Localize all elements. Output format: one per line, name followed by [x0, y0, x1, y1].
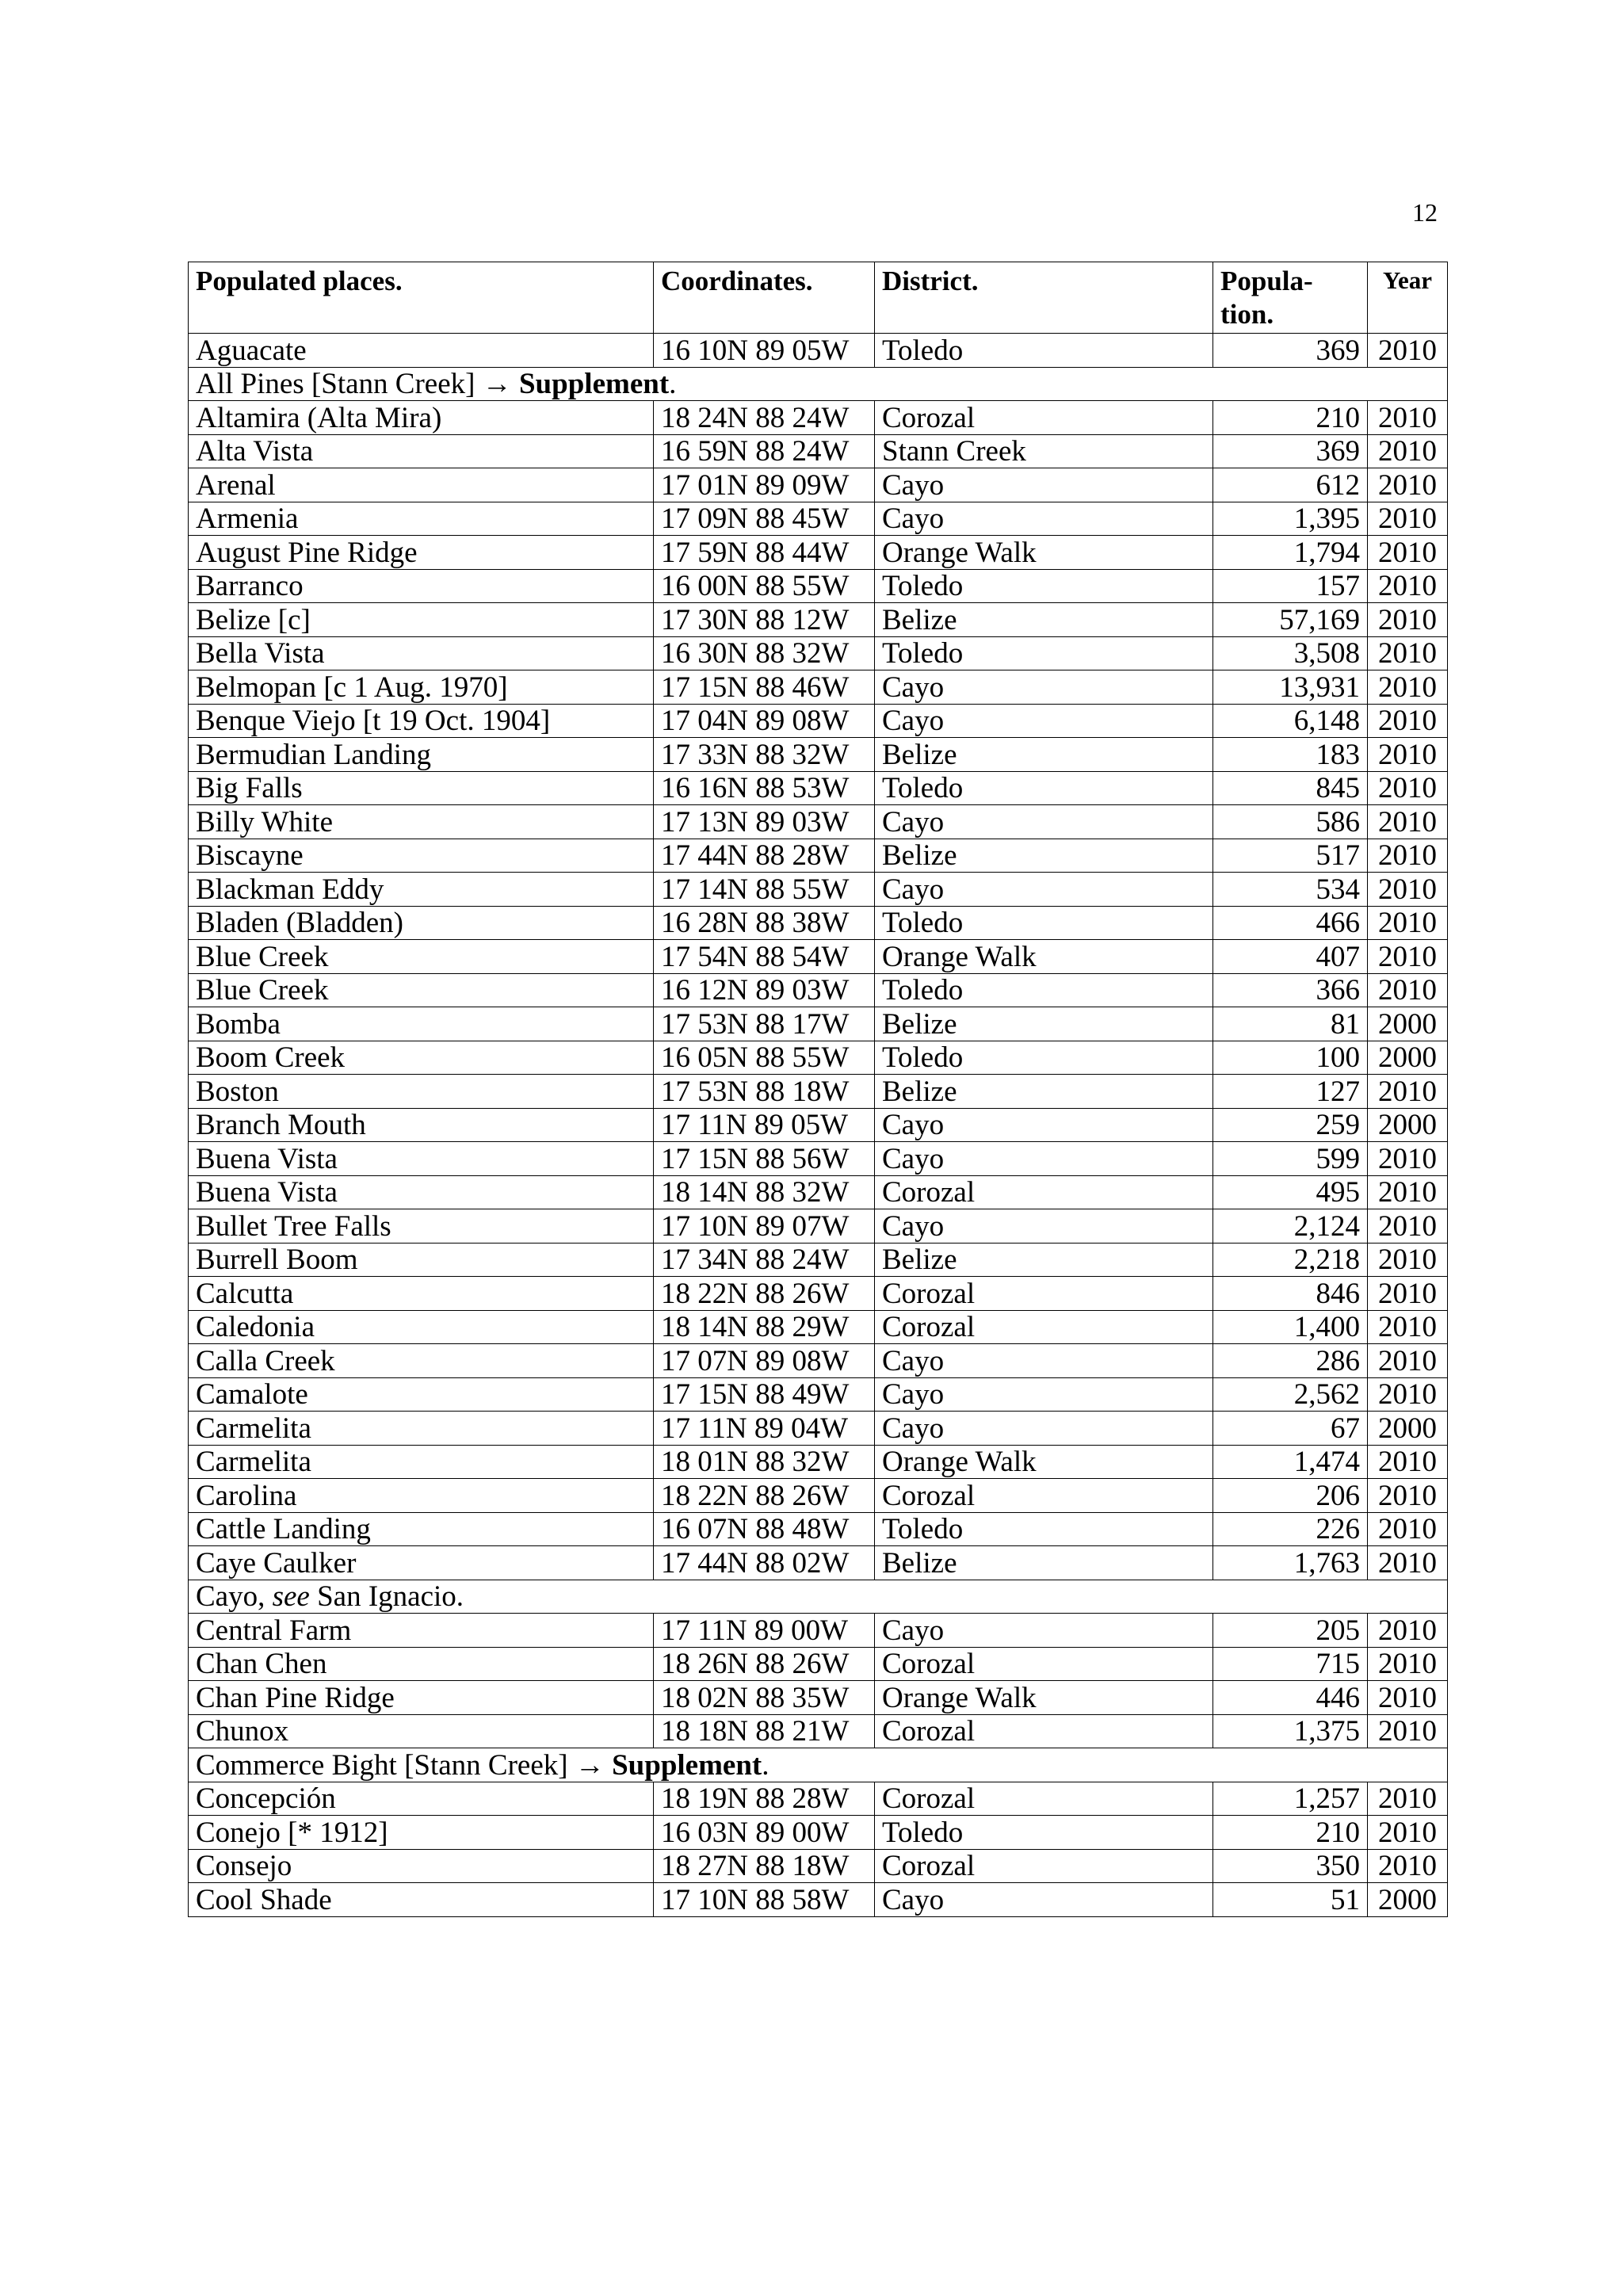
coordinates-cell: 17 33N 88 32W	[654, 738, 875, 772]
district-cell: Toledo	[875, 771, 1213, 805]
population-cell: 586	[1213, 805, 1368, 839]
coordinates-cell: 17 11N 89 05W	[654, 1108, 875, 1142]
table-row	[189, 1647, 1448, 1681]
coordinates-cell: 18 22N 88 26W	[654, 1277, 875, 1311]
population-cell: 369	[1213, 334, 1368, 368]
district-cell: Corozal	[875, 1714, 1213, 1748]
table-row	[189, 1445, 1448, 1479]
coordinates-cell: 17 04N 89 08W	[654, 704, 875, 738]
cross-reference-text: Supplement	[612, 1748, 762, 1782]
table-row	[189, 401, 1448, 435]
population-cell: 407	[1213, 940, 1368, 974]
year-cell: 2010	[1368, 536, 1448, 570]
coordinates-cell: 17 10N 88 58W	[654, 1883, 875, 1917]
district-cell: Belize	[875, 1243, 1213, 1277]
table-row	[189, 670, 1448, 705]
district-cell: Orange Walk	[875, 536, 1213, 570]
place-name-cell: Bermudian Landing	[189, 738, 654, 772]
population-cell: 205	[1213, 1614, 1368, 1648]
year-cell: 2010	[1368, 906, 1448, 940]
population-cell: 259	[1213, 1108, 1368, 1142]
table-row	[189, 536, 1448, 570]
table-row	[189, 1175, 1448, 1209]
district-cell: Stann Creek	[875, 434, 1213, 468]
table-row	[189, 771, 1448, 805]
district-cell: Toledo	[875, 569, 1213, 603]
population-cell: 1,375	[1213, 1714, 1368, 1748]
district-cell: Cayo	[875, 873, 1213, 907]
coordinates-cell: 18 14N 88 32W	[654, 1175, 875, 1209]
year-cell: 2010	[1368, 434, 1448, 468]
population-cell: 286	[1213, 1344, 1368, 1378]
population-cell: 157	[1213, 569, 1368, 603]
district-cell: Corozal	[875, 1782, 1213, 1816]
population-cell: 350	[1213, 1849, 1368, 1883]
cross-reference-text: Supplement	[518, 368, 670, 401]
place-name-cell: Cattle Landing	[189, 1512, 654, 1546]
place-name-cell: Alta Vista	[189, 434, 654, 468]
population-cell: 3,508	[1213, 636, 1368, 670]
cross-reference-row	[189, 367, 1448, 401]
table-row	[189, 704, 1448, 738]
table-row	[189, 738, 1448, 772]
population-cell: 846	[1213, 1277, 1368, 1311]
cross-reference-cell	[189, 367, 1448, 401]
table-row	[189, 1075, 1448, 1109]
coordinates-cell: 17 11N 89 00W	[654, 1614, 875, 1648]
place-name-cell: Chunox	[189, 1714, 654, 1748]
coordinates-cell: 17 44N 88 02W	[654, 1546, 875, 1580]
year-cell: 2010	[1368, 1714, 1448, 1748]
place-name-cell: Carolina	[189, 1479, 654, 1513]
place-name-cell: Cool Shade	[189, 1883, 654, 1917]
coordinates-cell: 16 03N 89 00W	[654, 1816, 875, 1850]
district-cell: Cayo	[875, 1108, 1213, 1142]
table-row	[189, 1714, 1448, 1748]
place-name-cell: Camalote	[189, 1377, 654, 1412]
year-cell: 2010	[1368, 738, 1448, 772]
table-row	[189, 502, 1448, 536]
place-name-cell: Burrell Boom	[189, 1243, 654, 1277]
year-cell: 2010	[1368, 973, 1448, 1007]
place-name-cell: Benque Viejo [t 19 Oct. 1904]	[189, 704, 654, 738]
place-name-cell: Chan Pine Ridge	[189, 1681, 654, 1715]
coordinates-cell: 18 02N 88 35W	[654, 1681, 875, 1715]
coordinates-cell: 17 34N 88 24W	[654, 1243, 875, 1277]
table-row	[189, 1412, 1448, 1446]
place-name-cell: Boston	[189, 1075, 654, 1109]
cross-reference-text: San Ignacio.	[309, 1580, 464, 1614]
place-name-cell: August Pine Ridge	[189, 536, 654, 570]
district-cell: Cayo	[875, 805, 1213, 839]
place-name-cell: Big Falls	[189, 771, 654, 805]
district-cell: Cayo	[875, 1142, 1213, 1176]
population-cell: 495	[1213, 1175, 1368, 1209]
place-name-cell: Blackman Eddy	[189, 873, 654, 907]
year-cell: 2010	[1368, 771, 1448, 805]
place-name-cell: Carmelita	[189, 1412, 654, 1446]
table-row	[189, 839, 1448, 873]
coordinates-cell: 17 59N 88 44W	[654, 536, 875, 570]
coordinates-cell: 17 53N 88 18W	[654, 1075, 875, 1109]
coordinates-cell: 17 15N 88 46W	[654, 670, 875, 705]
year-cell: 2010	[1368, 805, 1448, 839]
year-cell: 2010	[1368, 1681, 1448, 1715]
population-cell: 517	[1213, 839, 1368, 873]
table-row	[189, 1816, 1448, 1850]
year-cell: 2010	[1368, 468, 1448, 502]
population-cell: 446	[1213, 1681, 1368, 1715]
table-row	[189, 873, 1448, 907]
coordinates-cell: 18 26N 88 26W	[654, 1647, 875, 1681]
district-cell: Cayo	[875, 1883, 1213, 1917]
cross-reference-text: Commerce Bight [Stann Creek] →	[196, 1748, 613, 1782]
header-population	[1213, 262, 1368, 334]
place-name-cell: Blue Creek	[189, 973, 654, 1007]
table-row	[189, 940, 1448, 974]
population-cell: 1,400	[1213, 1310, 1368, 1344]
coordinates-cell: 16 16N 88 53W	[654, 771, 875, 805]
year-cell: 2010	[1368, 1277, 1448, 1311]
year-cell: 2010	[1368, 704, 1448, 738]
year-cell: 2010	[1368, 1142, 1448, 1176]
table-row	[189, 1377, 1448, 1412]
district-cell: Corozal	[875, 401, 1213, 435]
district-cell: Belize	[875, 839, 1213, 873]
coordinates-cell: 17 53N 88 17W	[654, 1007, 875, 1041]
table-row	[189, 1243, 1448, 1277]
header-coordinates: Coordinates.	[654, 262, 875, 334]
place-name-cell: Arenal	[189, 468, 654, 502]
table-header-row	[189, 262, 1448, 334]
coordinates-cell: 16 12N 89 03W	[654, 973, 875, 1007]
year-cell: 2010	[1368, 1445, 1448, 1479]
population-cell: 13,931	[1213, 670, 1368, 705]
table-row	[189, 1512, 1448, 1546]
cross-reference-text: .	[669, 368, 677, 401]
cross-reference-text: All Pines [Stann Creek] →	[196, 368, 519, 401]
header-populated-places: Populated places.	[189, 262, 654, 334]
table-row	[189, 1782, 1448, 1816]
table-row	[189, 1546, 1448, 1580]
table-row	[189, 603, 1448, 637]
place-name-cell: Billy White	[189, 805, 654, 839]
population-cell: 845	[1213, 771, 1368, 805]
year-cell: 2010	[1368, 1647, 1448, 1681]
coordinates-cell: 16 10N 89 05W	[654, 334, 875, 368]
year-cell: 2010	[1368, 1546, 1448, 1580]
place-name-cell: Caye Caulker	[189, 1546, 654, 1580]
year-cell: 2000	[1368, 1108, 1448, 1142]
coordinates-cell: 18 22N 88 26W	[654, 1479, 875, 1513]
place-name-cell: Belmopan [c 1 Aug. 1970]	[189, 670, 654, 705]
population-cell: 100	[1213, 1041, 1368, 1075]
population-cell: 466	[1213, 906, 1368, 940]
district-cell: Orange Walk	[875, 1445, 1213, 1479]
table-row	[189, 1277, 1448, 1311]
table-row	[189, 334, 1448, 368]
year-cell: 2000	[1368, 1412, 1448, 1446]
district-cell: Cayo	[875, 670, 1213, 705]
population-cell: 183	[1213, 738, 1368, 772]
population-cell: 57,169	[1213, 603, 1368, 637]
place-name-cell: Concepción	[189, 1782, 654, 1816]
table-row	[189, 1310, 1448, 1344]
place-name-cell: Caledonia	[189, 1310, 654, 1344]
coordinates-cell: 18 24N 88 24W	[654, 401, 875, 435]
district-cell: Toledo	[875, 1816, 1213, 1850]
population-cell: 2,218	[1213, 1243, 1368, 1277]
place-name-cell: Chan Chen	[189, 1647, 654, 1681]
district-cell: Corozal	[875, 1175, 1213, 1209]
coordinates-cell: 17 09N 88 45W	[654, 502, 875, 536]
place-name-cell: Bladen (Bladden)	[189, 906, 654, 940]
place-name-cell: Consejo	[189, 1849, 654, 1883]
population-cell: 1,395	[1213, 502, 1368, 536]
cross-reference-cell	[189, 1580, 1448, 1614]
place-name-cell: Carmelita	[189, 1445, 654, 1479]
coordinates-cell: 18 27N 88 18W	[654, 1849, 875, 1883]
year-cell: 2010	[1368, 603, 1448, 637]
place-name-cell: Bomba	[189, 1007, 654, 1041]
population-cell: 369	[1213, 434, 1368, 468]
year-cell: 2010	[1368, 1344, 1448, 1378]
district-cell: Cayo	[875, 1209, 1213, 1244]
table-row	[189, 805, 1448, 839]
population-cell: 210	[1213, 1816, 1368, 1850]
district-cell: Cayo	[875, 502, 1213, 536]
district-cell: Orange Walk	[875, 940, 1213, 974]
coordinates-cell: 16 30N 88 32W	[654, 636, 875, 670]
district-cell: Corozal	[875, 1277, 1213, 1311]
year-cell: 2010	[1368, 401, 1448, 435]
coordinates-cell: 17 54N 88 54W	[654, 940, 875, 974]
table-row	[189, 973, 1448, 1007]
coordinates-cell: 18 14N 88 29W	[654, 1310, 875, 1344]
cross-reference-text: see	[272, 1580, 310, 1614]
coordinates-cell: 17 15N 88 49W	[654, 1377, 875, 1412]
coordinates-cell: 17 15N 88 56W	[654, 1142, 875, 1176]
district-cell: Cayo	[875, 1344, 1213, 1378]
population-cell: 1,257	[1213, 1782, 1368, 1816]
year-cell: 2010	[1368, 1849, 1448, 1883]
place-name-cell: Biscayne	[189, 839, 654, 873]
table-row	[189, 1007, 1448, 1041]
coordinates-cell: 18 18N 88 21W	[654, 1714, 875, 1748]
place-name-cell: Central Farm	[189, 1614, 654, 1648]
place-name-cell: Boom Creek	[189, 1041, 654, 1075]
population-cell: 534	[1213, 873, 1368, 907]
table-row	[189, 1209, 1448, 1244]
place-name-cell: Bella Vista	[189, 636, 654, 670]
district-cell: Corozal	[875, 1479, 1213, 1513]
gazetteer-table	[188, 262, 1448, 1917]
district-cell: Belize	[875, 1546, 1213, 1580]
place-name-cell: Conejo [* 1912]	[189, 1816, 654, 1850]
district-cell: Cayo	[875, 1377, 1213, 1412]
year-cell: 2010	[1368, 569, 1448, 603]
population-cell: 206	[1213, 1479, 1368, 1513]
table-row	[189, 1681, 1448, 1715]
page-number: 12	[1412, 198, 1438, 227]
coordinates-cell: 16 07N 88 48W	[654, 1512, 875, 1546]
population-cell: 2,124	[1213, 1209, 1368, 1244]
coordinates-cell: 16 28N 88 38W	[654, 906, 875, 940]
year-cell: 2000	[1368, 1007, 1448, 1041]
population-cell: 51	[1213, 1883, 1368, 1917]
population-cell: 1,794	[1213, 536, 1368, 570]
year-cell: 2010	[1368, 839, 1448, 873]
year-cell: 2010	[1368, 502, 1448, 536]
cross-reference-cell	[189, 1748, 1448, 1782]
year-cell: 2010	[1368, 1310, 1448, 1344]
table-row	[189, 906, 1448, 940]
table-row	[189, 1142, 1448, 1176]
year-cell: 2010	[1368, 940, 1448, 974]
table-row	[189, 1883, 1448, 1917]
table-row	[189, 569, 1448, 603]
year-cell: 2010	[1368, 1209, 1448, 1244]
district-cell: Orange Walk	[875, 1681, 1213, 1715]
header-district: District.	[875, 262, 1213, 334]
year-cell: 2010	[1368, 670, 1448, 705]
population-cell: 210	[1213, 401, 1368, 435]
population-cell: 612	[1213, 468, 1368, 502]
district-cell: Corozal	[875, 1310, 1213, 1344]
cross-reference-text: Cayo,	[196, 1580, 273, 1614]
header-population-line2: tion.	[1220, 299, 1274, 330]
place-name-cell: Blue Creek	[189, 940, 654, 974]
table-row	[189, 1041, 1448, 1075]
place-name-cell: Altamira (Alta Mira)	[189, 401, 654, 435]
population-cell: 715	[1213, 1647, 1368, 1681]
coordinates-cell: 17 07N 89 08W	[654, 1344, 875, 1378]
coordinates-cell: 17 30N 88 12W	[654, 603, 875, 637]
table-row	[189, 434, 1448, 468]
district-cell: Corozal	[875, 1849, 1213, 1883]
place-name-cell: Branch Mouth	[189, 1108, 654, 1142]
place-name-cell: Aguacate	[189, 334, 654, 368]
population-cell: 67	[1213, 1412, 1368, 1446]
year-cell: 2010	[1368, 334, 1448, 368]
coordinates-cell: 18 19N 88 28W	[654, 1782, 875, 1816]
year-cell: 2010	[1368, 1175, 1448, 1209]
district-cell: Belize	[875, 1007, 1213, 1041]
population-cell: 366	[1213, 973, 1368, 1007]
population-cell: 127	[1213, 1075, 1368, 1109]
district-cell: Belize	[875, 738, 1213, 772]
district-cell: Toledo	[875, 334, 1213, 368]
table-row	[189, 1344, 1448, 1378]
district-cell: Cayo	[875, 1614, 1213, 1648]
coordinates-cell: 16 59N 88 24W	[654, 434, 875, 468]
coordinates-cell: 17 10N 89 07W	[654, 1209, 875, 1244]
district-cell: Toledo	[875, 1041, 1213, 1075]
place-name-cell: Buena Vista	[189, 1142, 654, 1176]
place-name-cell: Barranco	[189, 569, 654, 603]
header-year: Year	[1368, 262, 1448, 334]
district-cell: Belize	[875, 603, 1213, 637]
population-cell: 226	[1213, 1512, 1368, 1546]
header-population-line1: Popula-	[1220, 266, 1313, 296]
year-cell: 2010	[1368, 1816, 1448, 1850]
year-cell: 2010	[1368, 1782, 1448, 1816]
district-cell: Toledo	[875, 906, 1213, 940]
year-cell: 2010	[1368, 1614, 1448, 1648]
district-cell: Cayo	[875, 704, 1213, 738]
population-cell: 1,763	[1213, 1546, 1368, 1580]
place-name-cell: Calla Creek	[189, 1344, 654, 1378]
year-cell: 2000	[1368, 1041, 1448, 1075]
year-cell: 2000	[1368, 1883, 1448, 1917]
coordinates-cell: 17 11N 89 04W	[654, 1412, 875, 1446]
population-cell: 81	[1213, 1007, 1368, 1041]
year-cell: 2010	[1368, 1377, 1448, 1412]
coordinates-cell: 17 44N 88 28W	[654, 839, 875, 873]
year-cell: 2010	[1368, 873, 1448, 907]
coordinates-cell: 17 13N 89 03W	[654, 805, 875, 839]
coordinates-cell: 16 05N 88 55W	[654, 1041, 875, 1075]
place-name-cell: Bullet Tree Falls	[189, 1209, 654, 1244]
district-cell: Belize	[875, 1075, 1213, 1109]
coordinates-cell: 18 01N 88 32W	[654, 1445, 875, 1479]
district-cell: Cayo	[875, 1412, 1213, 1446]
district-cell: Cayo	[875, 468, 1213, 502]
year-cell: 2010	[1368, 1512, 1448, 1546]
cross-reference-row	[189, 1748, 1448, 1782]
place-name-cell: Belize [c]	[189, 603, 654, 637]
place-name-cell: Armenia	[189, 502, 654, 536]
place-name-cell: Calcutta	[189, 1277, 654, 1311]
cross-reference-row	[189, 1580, 1448, 1614]
table-row	[189, 1479, 1448, 1513]
table-row	[189, 636, 1448, 670]
district-cell: Toledo	[875, 636, 1213, 670]
table-row	[189, 1108, 1448, 1142]
table-row	[189, 468, 1448, 502]
cross-reference-text: .	[762, 1748, 769, 1782]
table-row	[189, 1614, 1448, 1648]
population-cell: 2,562	[1213, 1377, 1368, 1412]
place-name-cell: Buena Vista	[189, 1175, 654, 1209]
table-row	[189, 1849, 1448, 1883]
population-cell: 599	[1213, 1142, 1368, 1176]
year-cell: 2010	[1368, 1479, 1448, 1513]
district-cell: Toledo	[875, 973, 1213, 1007]
district-cell: Toledo	[875, 1512, 1213, 1546]
coordinates-cell: 17 01N 89 09W	[654, 468, 875, 502]
year-cell: 2010	[1368, 1075, 1448, 1109]
coordinates-cell: 17 14N 88 55W	[654, 873, 875, 907]
coordinates-cell: 16 00N 88 55W	[654, 569, 875, 603]
year-cell: 2010	[1368, 636, 1448, 670]
population-cell: 1,474	[1213, 1445, 1368, 1479]
district-cell: Corozal	[875, 1647, 1213, 1681]
population-cell: 6,148	[1213, 704, 1368, 738]
year-cell: 2010	[1368, 1243, 1448, 1277]
